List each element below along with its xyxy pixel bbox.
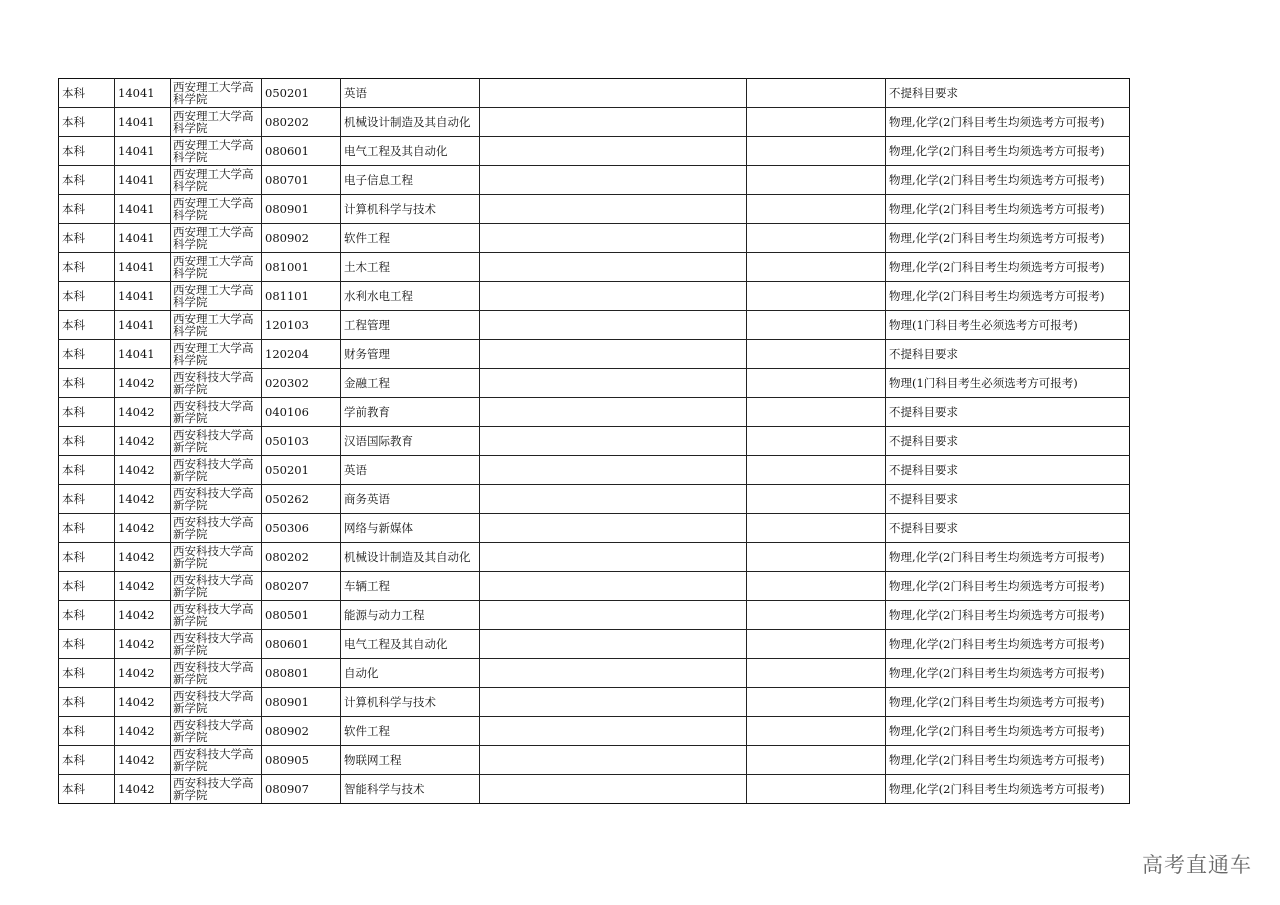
cell-major-name: 电气工程及其自动化 (341, 137, 480, 166)
cell-level: 本科 (59, 427, 115, 456)
table-row (59, 572, 1130, 601)
cell-school-name: 西安理工大学高科学院 (171, 253, 262, 282)
cell-major-code: 040106 (262, 398, 341, 427)
cell-major-code: 081101 (262, 282, 341, 311)
cell-major-code: 050262 (262, 485, 341, 514)
cell-school-name: 西安科技大学高新学院 (171, 398, 262, 427)
cell-subject-requirement: 物理,化学(2门科目考生均须选考方可报考) (886, 282, 1130, 311)
cell-school-name: 西安理工大学高科学院 (171, 79, 262, 108)
cell-major-name: 软件工程 (341, 224, 480, 253)
cell-empty (747, 746, 886, 775)
cell-level: 本科 (59, 601, 115, 630)
cell-school-name: 西安理工大学高科学院 (171, 166, 262, 195)
cell-major-code: 080901 (262, 688, 341, 717)
cell-major-name: 智能科学与技术 (341, 775, 480, 804)
cell-empty (747, 253, 886, 282)
table-row (59, 166, 1130, 195)
cell-school-code: 14042 (115, 427, 171, 456)
table-row (59, 456, 1130, 485)
cell-major-name: 能源与动力工程 (341, 601, 480, 630)
watermark-logo-text: 高考直通车 (1142, 853, 1252, 877)
cell-subject-requirement: 不提科目要求 (886, 514, 1130, 543)
cell-empty (747, 456, 886, 485)
cell-major-code: 080202 (262, 108, 341, 137)
cell-school-code: 14042 (115, 514, 171, 543)
cell-empty (480, 456, 747, 485)
cell-level: 本科 (59, 195, 115, 224)
cell-major-name: 工程管理 (341, 311, 480, 340)
cell-school-code: 14041 (115, 253, 171, 282)
cell-level: 本科 (59, 108, 115, 137)
cell-subject-requirement: 物理,化学(2门科目考生均须选考方可报考) (886, 717, 1130, 746)
cell-empty (480, 485, 747, 514)
cell-school-name: 西安理工大学高科学院 (171, 108, 262, 137)
cell-subject-requirement: 物理,化学(2门科目考生均须选考方可报考) (886, 195, 1130, 224)
cell-major-code: 080601 (262, 137, 341, 166)
cell-subject-requirement: 物理,化学(2门科目考生均须选考方可报考) (886, 572, 1130, 601)
cell-major-name: 网络与新媒体 (341, 514, 480, 543)
cell-school-name: 西安科技大学高新学院 (171, 717, 262, 746)
cell-empty (747, 514, 886, 543)
cell-major-code: 080207 (262, 572, 341, 601)
cell-major-name: 商务英语 (341, 485, 480, 514)
cell-subject-requirement: 物理,化学(2门科目考生均须选考方可报考) (886, 746, 1130, 775)
cell-empty (480, 775, 747, 804)
cell-major-code: 050201 (262, 79, 341, 108)
cell-school-code: 14042 (115, 659, 171, 688)
cell-empty (747, 369, 886, 398)
cell-school-code: 14041 (115, 311, 171, 340)
cell-major-code: 020302 (262, 369, 341, 398)
cell-level: 本科 (59, 688, 115, 717)
cell-major-name: 金融工程 (341, 369, 480, 398)
cell-empty (747, 775, 886, 804)
cell-school-name: 西安科技大学高新学院 (171, 485, 262, 514)
cell-subject-requirement: 物理,化学(2门科目考生均须选考方可报考) (886, 108, 1130, 137)
cell-subject-requirement: 不提科目要求 (886, 456, 1130, 485)
cell-empty (480, 543, 747, 572)
cell-major-name: 学前教育 (341, 398, 480, 427)
cell-major-code: 081001 (262, 253, 341, 282)
cell-subject-requirement: 物理,化学(2门科目考生均须选考方可报考) (886, 601, 1130, 630)
cell-major-code: 080601 (262, 630, 341, 659)
cell-school-name: 西安科技大学高新学院 (171, 630, 262, 659)
cell-major-name: 土木工程 (341, 253, 480, 282)
cell-school-code: 14041 (115, 195, 171, 224)
cell-empty (747, 543, 886, 572)
cell-major-name: 计算机科学与技术 (341, 195, 480, 224)
cell-empty (480, 79, 747, 108)
cell-level: 本科 (59, 79, 115, 108)
cell-empty (747, 79, 886, 108)
cell-empty (480, 746, 747, 775)
cell-major-code: 080901 (262, 195, 341, 224)
cell-school-code: 14042 (115, 717, 171, 746)
cell-empty (480, 166, 747, 195)
cell-empty (480, 282, 747, 311)
table-row (59, 369, 1130, 398)
cell-empty (480, 427, 747, 456)
cell-major-code: 080202 (262, 543, 341, 572)
cell-school-code: 14042 (115, 369, 171, 398)
cell-empty (747, 224, 886, 253)
requirements-table (58, 78, 1130, 804)
cell-empty (480, 195, 747, 224)
cell-empty (747, 572, 886, 601)
cell-level: 本科 (59, 514, 115, 543)
cell-empty (747, 195, 886, 224)
cell-school-name: 西安科技大学高新学院 (171, 369, 262, 398)
cell-school-name: 西安理工大学高科学院 (171, 137, 262, 166)
cell-subject-requirement: 物理,化学(2门科目考生均须选考方可报考) (886, 775, 1130, 804)
cell-empty (747, 166, 886, 195)
table-row (59, 514, 1130, 543)
cell-empty (480, 224, 747, 253)
cell-school-name: 西安理工大学高科学院 (171, 224, 262, 253)
cell-empty (480, 601, 747, 630)
cell-school-code: 14042 (115, 398, 171, 427)
cell-empty (747, 717, 886, 746)
cell-major-code: 080902 (262, 224, 341, 253)
cell-level: 本科 (59, 369, 115, 398)
table-body (59, 79, 1130, 804)
cell-empty (480, 398, 747, 427)
cell-empty (480, 108, 747, 137)
table-row (59, 79, 1130, 108)
cell-level: 本科 (59, 717, 115, 746)
table-row (59, 485, 1130, 514)
cell-empty (747, 601, 886, 630)
cell-subject-requirement: 物理,化学(2门科目考生均须选考方可报考) (886, 659, 1130, 688)
cell-school-name: 西安科技大学高新学院 (171, 427, 262, 456)
cell-level: 本科 (59, 543, 115, 572)
cell-empty (747, 688, 886, 717)
cell-empty (480, 717, 747, 746)
cell-empty (747, 340, 886, 369)
cell-school-name: 西安理工大学高科学院 (171, 195, 262, 224)
cell-level: 本科 (59, 659, 115, 688)
cell-subject-requirement: 物理,化学(2门科目考生均须选考方可报考) (886, 543, 1130, 572)
cell-empty (480, 311, 747, 340)
table-row (59, 601, 1130, 630)
cell-major-code: 050306 (262, 514, 341, 543)
cell-empty (747, 398, 886, 427)
table-row (59, 253, 1130, 282)
cell-school-code: 14042 (115, 746, 171, 775)
cell-school-code: 14042 (115, 688, 171, 717)
cell-school-name: 西安科技大学高新学院 (171, 456, 262, 485)
cell-school-name: 西安理工大学高科学院 (171, 311, 262, 340)
cell-major-code: 120103 (262, 311, 341, 340)
cell-level: 本科 (59, 253, 115, 282)
cell-major-name: 财务管理 (341, 340, 480, 369)
table-row (59, 137, 1130, 166)
cell-school-code: 14042 (115, 543, 171, 572)
cell-school-name: 西安科技大学高新学院 (171, 601, 262, 630)
cell-school-code: 14041 (115, 166, 171, 195)
cell-school-code: 14041 (115, 340, 171, 369)
cell-school-code: 14041 (115, 108, 171, 137)
cell-empty (747, 282, 886, 311)
cell-major-name: 电气工程及其自动化 (341, 630, 480, 659)
cell-empty (747, 311, 886, 340)
table-row (59, 224, 1130, 253)
cell-subject-requirement: 不提科目要求 (886, 485, 1130, 514)
cell-school-code: 14042 (115, 456, 171, 485)
cell-subject-requirement: 不提科目要求 (886, 398, 1130, 427)
cell-major-code: 050103 (262, 427, 341, 456)
cell-major-code: 080501 (262, 601, 341, 630)
cell-level: 本科 (59, 456, 115, 485)
cell-empty (747, 137, 886, 166)
table-row (59, 108, 1130, 137)
cell-subject-requirement: 物理,化学(2门科目考生均须选考方可报考) (886, 224, 1130, 253)
cell-school-code: 14042 (115, 775, 171, 804)
cell-level: 本科 (59, 340, 115, 369)
cell-major-name: 英语 (341, 79, 480, 108)
cell-school-name: 西安科技大学高新学院 (171, 543, 262, 572)
cell-school-name: 西安科技大学高新学院 (171, 775, 262, 804)
cell-major-code: 080902 (262, 717, 341, 746)
table-row (59, 282, 1130, 311)
cell-school-code: 14042 (115, 485, 171, 514)
cell-school-name: 西安科技大学高新学院 (171, 659, 262, 688)
cell-major-code: 050201 (262, 456, 341, 485)
cell-school-name: 西安科技大学高新学院 (171, 572, 262, 601)
table-row (59, 398, 1130, 427)
cell-subject-requirement: 不提科目要求 (886, 79, 1130, 108)
cell-major-name: 英语 (341, 456, 480, 485)
cell-school-code: 14041 (115, 224, 171, 253)
cell-level: 本科 (59, 282, 115, 311)
cell-major-code: 120204 (262, 340, 341, 369)
cell-empty (480, 514, 747, 543)
table-row (59, 340, 1130, 369)
table-row (59, 543, 1130, 572)
table-row (59, 688, 1130, 717)
cell-school-code: 14042 (115, 630, 171, 659)
cell-school-name: 西安科技大学高新学院 (171, 514, 262, 543)
cell-level: 本科 (59, 572, 115, 601)
cell-empty (747, 427, 886, 456)
table-row (59, 630, 1130, 659)
cell-empty (480, 572, 747, 601)
cell-empty (480, 137, 747, 166)
table-row (59, 311, 1130, 340)
cell-major-code: 080801 (262, 659, 341, 688)
cell-major-name: 水利水电工程 (341, 282, 480, 311)
cell-major-code: 080907 (262, 775, 341, 804)
cell-level: 本科 (59, 224, 115, 253)
cell-subject-requirement: 物理,化学(2门科目考生均须选考方可报考) (886, 688, 1130, 717)
table-row (59, 746, 1130, 775)
cell-level: 本科 (59, 746, 115, 775)
cell-empty (747, 659, 886, 688)
cell-subject-requirement: 物理,化学(2门科目考生均须选考方可报考) (886, 166, 1130, 195)
cell-school-code: 14041 (115, 282, 171, 311)
cell-school-name: 西安理工大学高科学院 (171, 282, 262, 311)
cell-empty (480, 253, 747, 282)
cell-major-name: 汉语国际教育 (341, 427, 480, 456)
cell-major-code: 080905 (262, 746, 341, 775)
cell-subject-requirement: 物理,化学(2门科目考生均须选考方可报考) (886, 630, 1130, 659)
cell-major-name: 自动化 (341, 659, 480, 688)
cell-empty (747, 630, 886, 659)
cell-major-name: 物联网工程 (341, 746, 480, 775)
cell-level: 本科 (59, 137, 115, 166)
cell-school-code: 14041 (115, 79, 171, 108)
cell-subject-requirement: 物理(1门科目考生必须选考方可报考) (886, 311, 1130, 340)
cell-subject-requirement: 不提科目要求 (886, 340, 1130, 369)
cell-subject-requirement: 物理,化学(2门科目考生均须选考方可报考) (886, 253, 1130, 282)
cell-school-code: 14042 (115, 572, 171, 601)
cell-empty (480, 369, 747, 398)
cell-major-name: 电子信息工程 (341, 166, 480, 195)
table-row (59, 717, 1130, 746)
cell-empty (480, 659, 747, 688)
cell-level: 本科 (59, 311, 115, 340)
cell-major-code: 080701 (262, 166, 341, 195)
cell-empty (747, 108, 886, 137)
cell-school-name: 西安科技大学高新学院 (171, 746, 262, 775)
cell-major-name: 车辆工程 (341, 572, 480, 601)
cell-school-name: 西安理工大学高科学院 (171, 340, 262, 369)
cell-empty (480, 688, 747, 717)
cell-level: 本科 (59, 398, 115, 427)
cell-level: 本科 (59, 166, 115, 195)
cell-school-code: 14041 (115, 137, 171, 166)
cell-empty (480, 630, 747, 659)
cell-major-name: 软件工程 (341, 717, 480, 746)
cell-major-name: 计算机科学与技术 (341, 688, 480, 717)
cell-school-code: 14042 (115, 601, 171, 630)
cell-school-name: 西安科技大学高新学院 (171, 688, 262, 717)
cell-level: 本科 (59, 485, 115, 514)
cell-subject-requirement: 不提科目要求 (886, 427, 1130, 456)
table-row (59, 775, 1130, 804)
cell-empty (747, 485, 886, 514)
cell-empty (480, 340, 747, 369)
cell-subject-requirement: 物理(1门科目考生必须选考方可报考) (886, 369, 1130, 398)
table-row (59, 195, 1130, 224)
cell-subject-requirement: 物理,化学(2门科目考生均须选考方可报考) (886, 137, 1130, 166)
table-row (59, 659, 1130, 688)
table-row (59, 427, 1130, 456)
cell-major-name: 机械设计制造及其自动化 (341, 108, 480, 137)
cell-level: 本科 (59, 775, 115, 804)
cell-major-name: 机械设计制造及其自动化 (341, 543, 480, 572)
cell-level: 本科 (59, 630, 115, 659)
